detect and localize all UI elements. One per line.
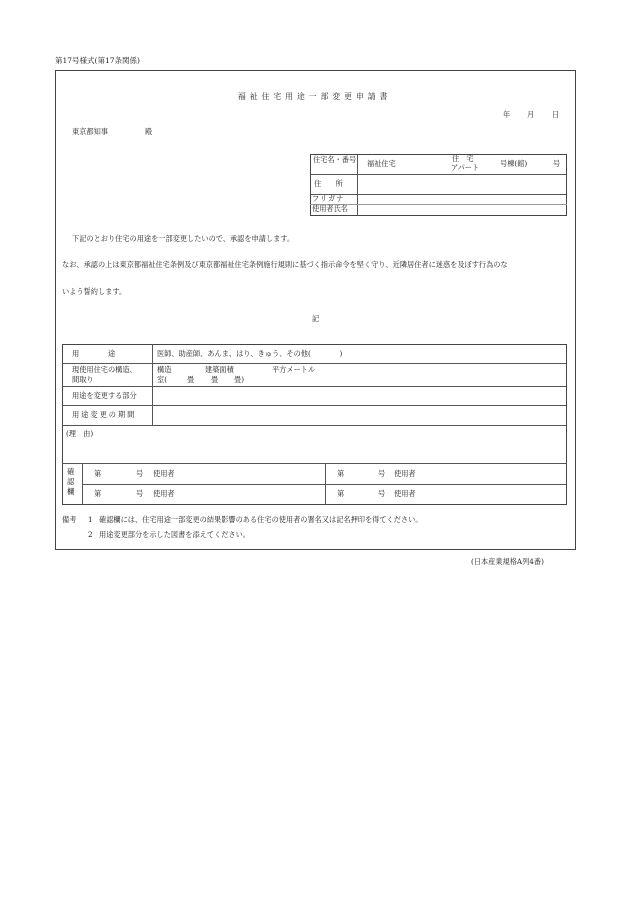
change-period-label: 用途変更の期間 — [72, 410, 137, 419]
structure-text: 構造 — [157, 365, 172, 374]
date-day-label: 日 — [552, 110, 560, 119]
confirm-3-go: 号 — [136, 489, 144, 498]
square-meters-text: 平方メートル — [272, 365, 316, 374]
confirmation-label: 確認欄 — [67, 467, 75, 496]
body-text-line-2: なお、承認の上は東京都福祉住宅条例及び東京都福祉住宅条例施行規則に基づく指示命令を堅く守り、近隣居住者に迷惑を及ぼす行為のな — [62, 260, 508, 269]
use-options: 医師、助産師、あんま、はり、きゅう、その他( ) — [157, 349, 343, 358]
confirm-1-go: 号 — [136, 469, 144, 478]
confirm-4-dai: 第 — [337, 489, 345, 498]
date-year-label: 年 — [503, 110, 511, 119]
remarks-item-2-text: 用途変更部分を示した図書を添えてください。 — [99, 530, 250, 539]
confirm-2-dai: 第 — [337, 469, 345, 478]
housing-type-1: 住 宅 — [452, 154, 474, 163]
confirm-1-dai: 第 — [94, 469, 102, 478]
user-name-field[interactable] — [362, 205, 562, 215]
address-label: 住 所 — [314, 179, 343, 188]
date-month-label: 月 — [527, 110, 535, 119]
form-title: 福祉住宅用途一部変更申請書 — [238, 92, 392, 101]
footer-standard: (日本産業規格A列4番) — [471, 557, 544, 566]
number-unit: 号 — [553, 159, 561, 168]
confirm-3-user: 使用者 — [153, 489, 175, 498]
building-unit: 号棟(館) — [500, 159, 528, 168]
reason-field[interactable] — [100, 438, 560, 460]
change-period-field[interactable] — [157, 407, 562, 423]
tatami-3: 畳) — [234, 375, 244, 384]
furigana-label: フリガナ — [312, 194, 345, 203]
body-text-line-1: 下記のとおり住宅の用途を一部変更したいので、承認を申請します。 — [72, 234, 295, 243]
confirm-2-user: 使用者 — [394, 469, 416, 478]
confirm-4-go: 号 — [378, 489, 386, 498]
room-text: 室( — [157, 375, 167, 384]
reason-label: (理 由) — [66, 429, 94, 438]
changed-part-label: 用途を変更する部分 — [72, 391, 137, 400]
ki-label: 記 — [312, 314, 320, 323]
tatami-2: 畳 — [211, 375, 219, 384]
furigana-field[interactable] — [362, 195, 562, 204]
addressee-name: 東京都知事 — [72, 127, 108, 136]
remarks-item-2-num: 2 — [88, 530, 93, 539]
addressee-honorific: 殿 — [145, 127, 153, 136]
confirm-1-user: 使用者 — [153, 469, 175, 478]
confirm-4-user: 使用者 — [394, 489, 416, 498]
structure-label-1: 現使用住宅の構造、 — [72, 365, 137, 374]
address-field[interactable] — [362, 176, 562, 192]
use-label: 用 途 — [72, 349, 116, 358]
remarks-label: 備考 — [62, 515, 77, 524]
housing-type-2: アパート — [451, 163, 480, 172]
remarks-item-1-text: 確認欄には、住宅用途一部変更の結果影響のある住宅の使用者の署名又は記名押印を得てください。 — [99, 515, 423, 524]
confirm-2-go: 号 — [378, 469, 386, 478]
structure-label-2: 間取り — [72, 375, 94, 384]
changed-part-field[interactable] — [157, 388, 562, 404]
tatami-1: 畳 — [187, 375, 195, 384]
body-text-line-3: いよう誓約します。 — [62, 287, 127, 296]
remarks-item-1-num: 1 — [88, 515, 93, 524]
user-name-label: 使用者氏名 — [312, 204, 348, 213]
housing-label: 住宅名・番号 — [313, 155, 357, 164]
floor-area-text: 建築面積 — [205, 365, 234, 374]
form-number: 第17号様式(第17条関係) — [55, 56, 140, 65]
confirm-3-dai: 第 — [94, 489, 102, 498]
housing-name: 福祉住宅 — [367, 159, 396, 168]
